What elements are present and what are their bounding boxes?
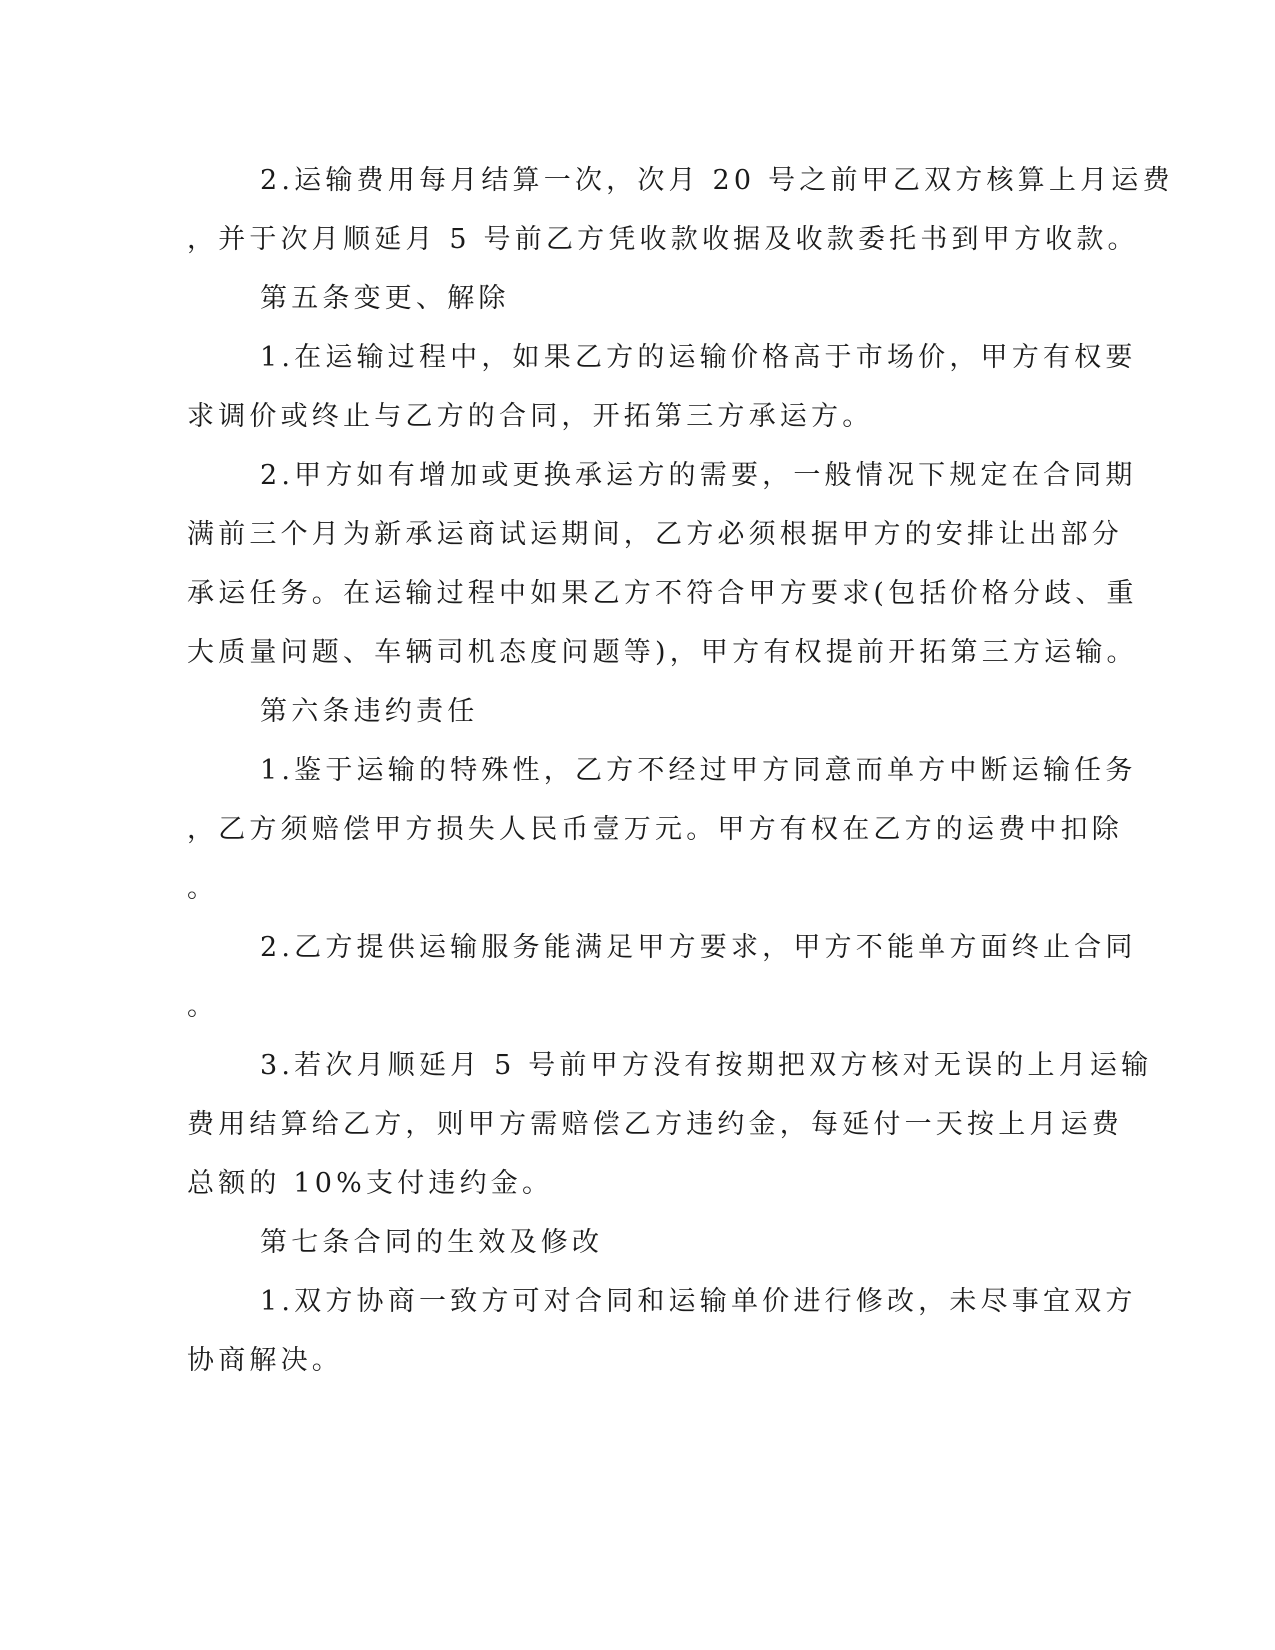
section-heading: 第七条合同的生效及修改	[260, 1227, 604, 1258]
paragraph-line: 总额的 10%支付违约金。	[187, 1168, 554, 1199]
paragraph-line: 费用结算给乙方，则甲方需赔偿乙方违约金，每延付一天按上月运费	[187, 1109, 1123, 1140]
paragraph-line: ，并于次月顺延月 5 号前乙方凭收款收据及收款委托书到甲方收款。	[187, 224, 1139, 255]
paragraph-line: 大质量问题、车辆司机态度问题等)，甲方有权提前开拓第三方运输。	[187, 637, 1138, 668]
paragraph-line: 承运任务。在运输过程中如果乙方不符合甲方要求(包括价格分歧、重	[187, 578, 1138, 609]
paragraph-line: 3.若次月顺延月 5 号前甲方没有按期把双方核对无误的上月运输	[260, 1050, 1153, 1081]
paragraph-line: 1.鉴于运输的特殊性，乙方不经过甲方同意而单方中断运输任务	[260, 755, 1137, 786]
paragraph-line: 1.在运输过程中，如果乙方的运输价格高于市场价，甲方有权要	[260, 342, 1137, 373]
section-heading: 第五条变更、解除	[260, 283, 510, 314]
paragraph-line: ，乙方须赔偿甲方损失人民币壹万元。甲方有权在乙方的运费中扣除	[187, 814, 1123, 845]
paragraph-line: 1.双方协商一致方可对合同和运输单价进行修改，未尽事宜双方	[260, 1286, 1137, 1317]
paragraph-line: 2.乙方提供运输服务能满足甲方要求，甲方不能单方面终止合同	[260, 932, 1137, 963]
paragraph-line: 。	[187, 873, 219, 904]
paragraph-line: 2.甲方如有增加或更换承运方的需要，一般情况下规定在合同期	[260, 460, 1137, 491]
paragraph-line: 。	[187, 991, 219, 1022]
paragraph-line: 满前三个月为新承运商试运期间，乙方必须根据甲方的安排让出部分	[187, 519, 1123, 550]
section-heading: 第六条违约责任	[260, 696, 479, 727]
paragraph-line: 2.运输费用每月结算一次，次月 20 号之前甲乙双方核算上月运费	[260, 165, 1174, 196]
paragraph-line: 求调价或终止与乙方的合同，开拓第三方承运方。	[187, 401, 874, 432]
paragraph-line: 协商解决。	[187, 1345, 343, 1376]
